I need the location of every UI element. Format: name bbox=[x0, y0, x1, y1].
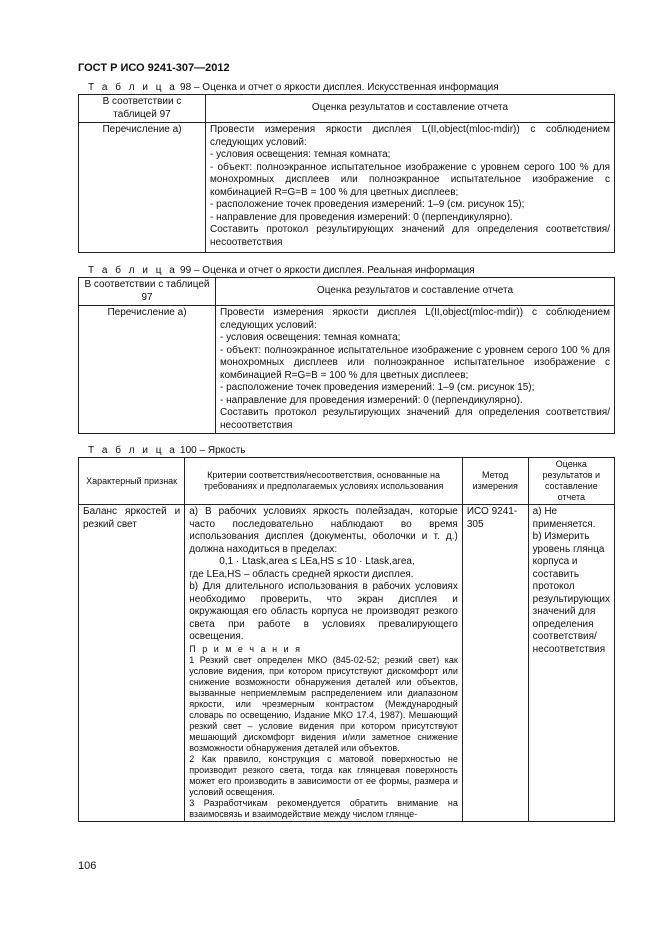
table-99-row-label: Перечисление а) bbox=[79, 306, 216, 434]
table-99-title: 99 – Оценка и отчет о яркости дисплея. Реальная информация bbox=[177, 265, 475, 276]
table-98-col1-header: В соответствии с таблицей 97 bbox=[79, 95, 206, 123]
table-99-col1-header: В соответствии с таблицей 97 bbox=[79, 278, 216, 306]
table-98-prefix: Т а б л и ц а bbox=[88, 82, 178, 93]
table-99-row-text: Провести измерения яркости дисплея L(II,object(mloc-mdir)) с соблюдением следующих условий: - условия освещения: темная комната; - объект: полноэкранное испытательное изображение с уровнем серого 100 % для монохромных дисплеев или полноэкранное испытательное изображение с комбинацией R=G=B = 100 % для цветных дисплеев; - расположение точек проведения измерений: 1–9 (см. рисунок 15); - направление для проведения измерений: 0 (перпендикулярно). Составить протокол результирующих значений для определения соответствия/несоответствия bbox=[216, 306, 615, 434]
table-100-criteria-cell bbox=[185, 505, 463, 822]
table-98-title: 98 – Оценка и отчет о яркости дисплея. Искусственная информация bbox=[177, 82, 499, 93]
table-100-header-evaluation: Оценка результатов и составление отчета bbox=[528, 458, 614, 505]
table-100-header-criteria: Критерии соответствия/несоответствия, основанные на требованиях и предполагаемых условиях использования bbox=[185, 458, 463, 505]
note-2: 2 Как правило, конструкция с матовой поверхностью не производит резкого света, тогда как глянцевая поверхность может его производить в зависимости от ее формы, размера и условий освещения. bbox=[189, 753, 458, 797]
criteria-b: b) Для длительного использования в рабочих условиях необходимо проверить, что экран дисплея и окружающая его область корпуса не производят резкого света при работе в условиях превалирующего освещения. bbox=[189, 581, 458, 642]
criteria-a: а) В рабочих условиях яркость полейзадач, которые часто последовательно наблюдают во время использования дисплея (документы, оболочки и т. д.) должна находиться в пределах: bbox=[189, 506, 458, 555]
table-99-caption bbox=[88, 265, 475, 276]
table-100-evaluation-cell: а) Не применяется. b) Измерить уровень глянца корпуса и составить протокол результирующих значений для определения соответствия/несоответствия bbox=[528, 505, 614, 822]
note-3: 3 Разработчикам рекомендуется обратить внимание на взаимосвязь и взаимодействие между числом глянце- bbox=[189, 797, 458, 819]
note-1: 1 Резкий свет определен МКО (845-02-52; резкий свет) как условие видения, при котором присутствуют дискомфорт или снижение возможности обнаружения деталей или объектов, вызванные неприемлемым распределением или диапазоном яркости, или чрезмерным контрастом (Международный словарь по освещению, Издание МКО 17.4, 1987). Мешающий резкий свет – условие видения при котором присутствуют мешающий дискомфорт видения и/или заметное снижение возможности обнаружения деталей или объектов. bbox=[189, 654, 458, 753]
table-98-col2-header: Оценка результатов и составление отчета bbox=[206, 95, 615, 123]
table-100-method-cell: ИСО 9241-305 bbox=[462, 505, 528, 822]
table-98 bbox=[78, 94, 615, 253]
table-100-feature-cell: Баланс яркостей и резкий свет bbox=[79, 505, 185, 822]
table-98-row-label: Перечисление а) bbox=[79, 123, 206, 253]
page-number: 106 bbox=[78, 860, 97, 872]
table-100-prefix: Т а б л и ц а bbox=[88, 445, 178, 456]
document-header: ГОСТ Р ИСО 9241-307—2012 bbox=[78, 62, 230, 74]
criteria-formula: 0,1 · Ltask,area ≤ LEa,HS ≤ 10 · Ltask,area, bbox=[219, 556, 415, 567]
table-99-col2-header: Оценка результатов и составление отчета bbox=[216, 278, 615, 306]
table-98-row-text: Провести измерения яркости дисплея L(II,object(mloc-mdir)) с соблюдением следующих условий: - условия освещения: темная комната; - объект: полноэкранное испытательное изображение с уровнем серого 100 % для монохромных дисплеев или полноэкранное испытательное изображение с комбинацией R=G=B = 100 % для цветных дисплеев; - расположение точек проведения измерений: 1–9 (см. рисунок 15); - направление для проведения измерений: 0 (перпендикулярно). Составить протокол результирующих значений для определения соответствия/несоответствия bbox=[206, 123, 615, 253]
table-100-header-method: Метод измерения bbox=[462, 458, 528, 505]
table-99-prefix: Т а б л и ц а bbox=[88, 265, 178, 276]
criteria-where: где LEa,HS – область средней яркости дисплея. bbox=[189, 568, 414, 580]
table-100 bbox=[78, 457, 615, 822]
notes-heading: П р и м е ч а н и я bbox=[189, 643, 302, 654]
table-98-caption bbox=[88, 82, 499, 93]
table-100-caption bbox=[88, 445, 245, 456]
table-100-title: 100 – Яркость bbox=[177, 445, 246, 456]
table-100-header-feature: Характерный признак bbox=[79, 458, 185, 505]
table-99 bbox=[78, 277, 615, 434]
